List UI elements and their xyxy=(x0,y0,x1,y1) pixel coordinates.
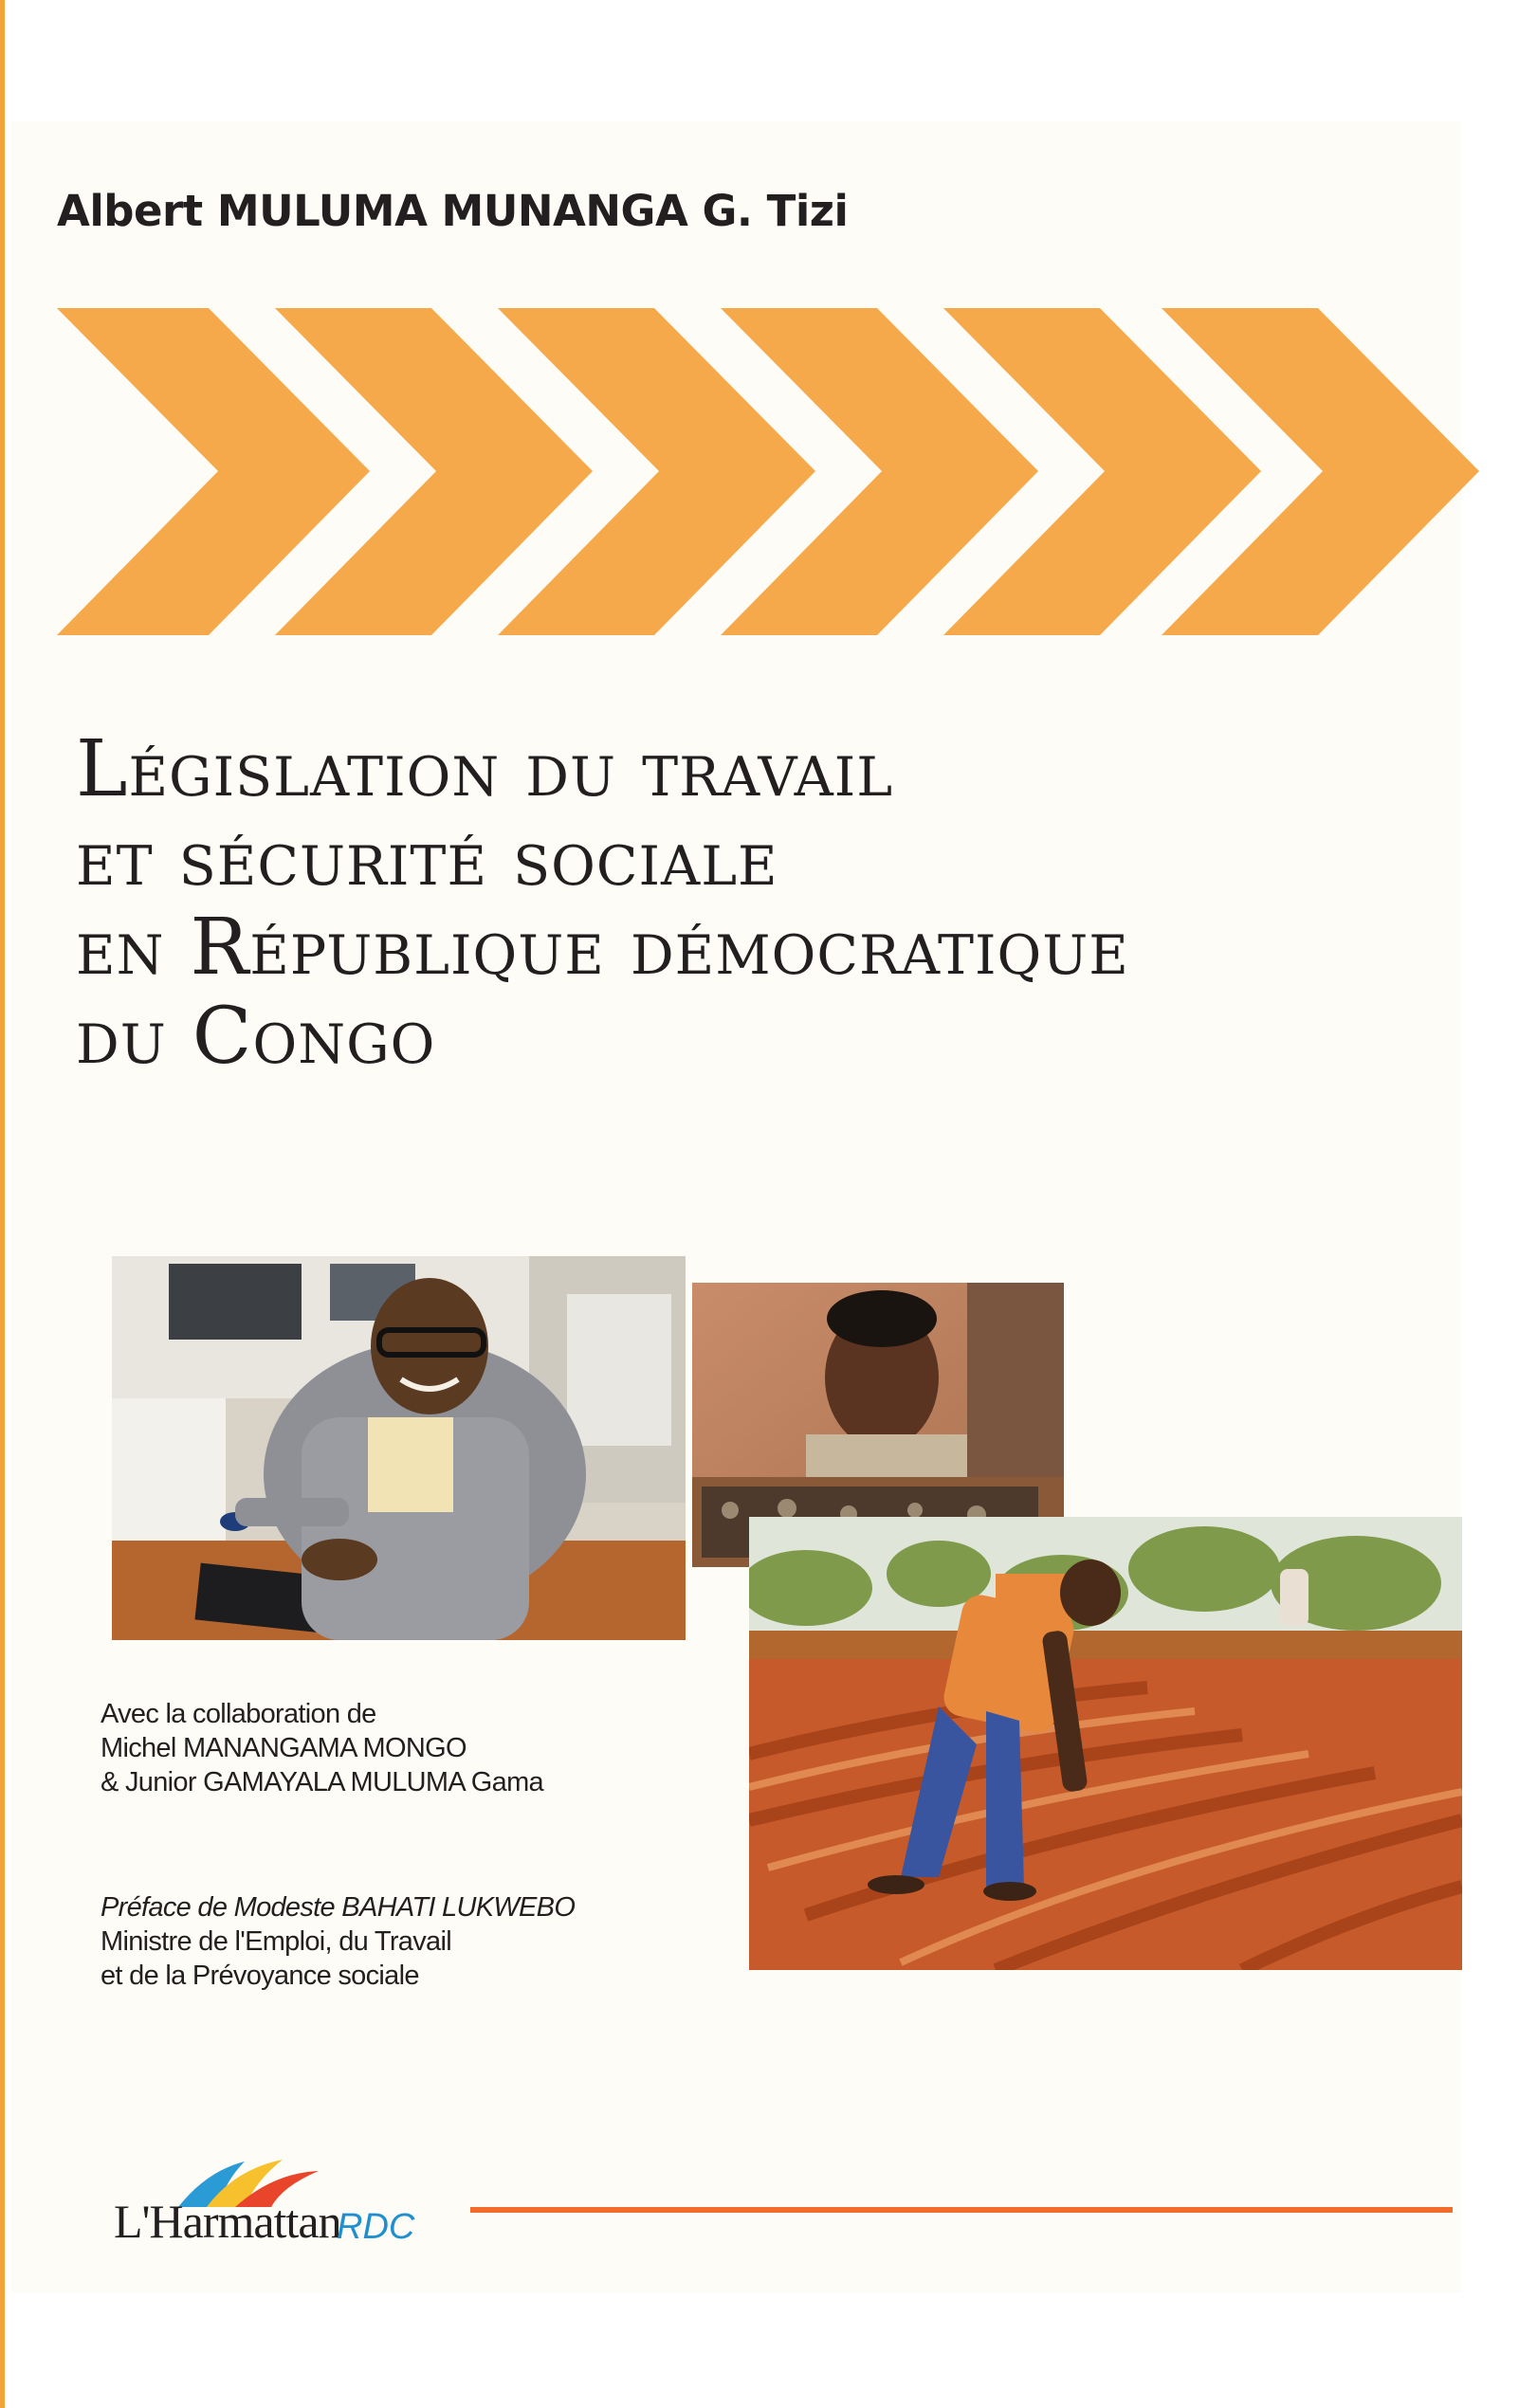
title-line-1: Législation du travail xyxy=(76,724,894,814)
preface-author: Préface de Modeste BAHATI LUKWEBO xyxy=(101,1892,576,1923)
preface-credit xyxy=(101,1890,764,1993)
farmer-in-field-photo xyxy=(749,1517,1462,1970)
collaborator-2: & Junior GAMAYALA MULUMA Gama xyxy=(101,1767,543,1797)
office-worker-photo xyxy=(112,1256,686,1640)
left-edge-rule xyxy=(0,0,5,2408)
collaboration-credits xyxy=(101,1697,745,1799)
publisher-imprint: RDC xyxy=(337,2207,415,2247)
preface-role-line-2: et de la Prévoyance sociale xyxy=(101,1961,419,1991)
chevron-1 xyxy=(57,308,370,635)
collaborator-1: Michel MANANGAMA MONGO xyxy=(101,1733,467,1763)
chevron-banner xyxy=(57,308,1479,635)
title-line-3: en République démocratique xyxy=(76,903,1129,993)
author-name: Albert MULUMA MUNANGA G. Tizi xyxy=(57,186,849,236)
publisher-logo xyxy=(112,2152,434,2256)
book-title xyxy=(76,725,1460,1082)
publisher-name: L'Harmattan xyxy=(114,2195,341,2248)
title-line-4: du Congo xyxy=(76,992,436,1082)
collaboration-intro: Avec la collaboration de xyxy=(101,1699,376,1729)
preface-role-line-1: Ministre de l'Emploi, du Travail xyxy=(101,1926,451,1957)
bottom-rule xyxy=(470,2207,1453,2213)
title-line-2: et sécurité sociale xyxy=(76,813,778,903)
